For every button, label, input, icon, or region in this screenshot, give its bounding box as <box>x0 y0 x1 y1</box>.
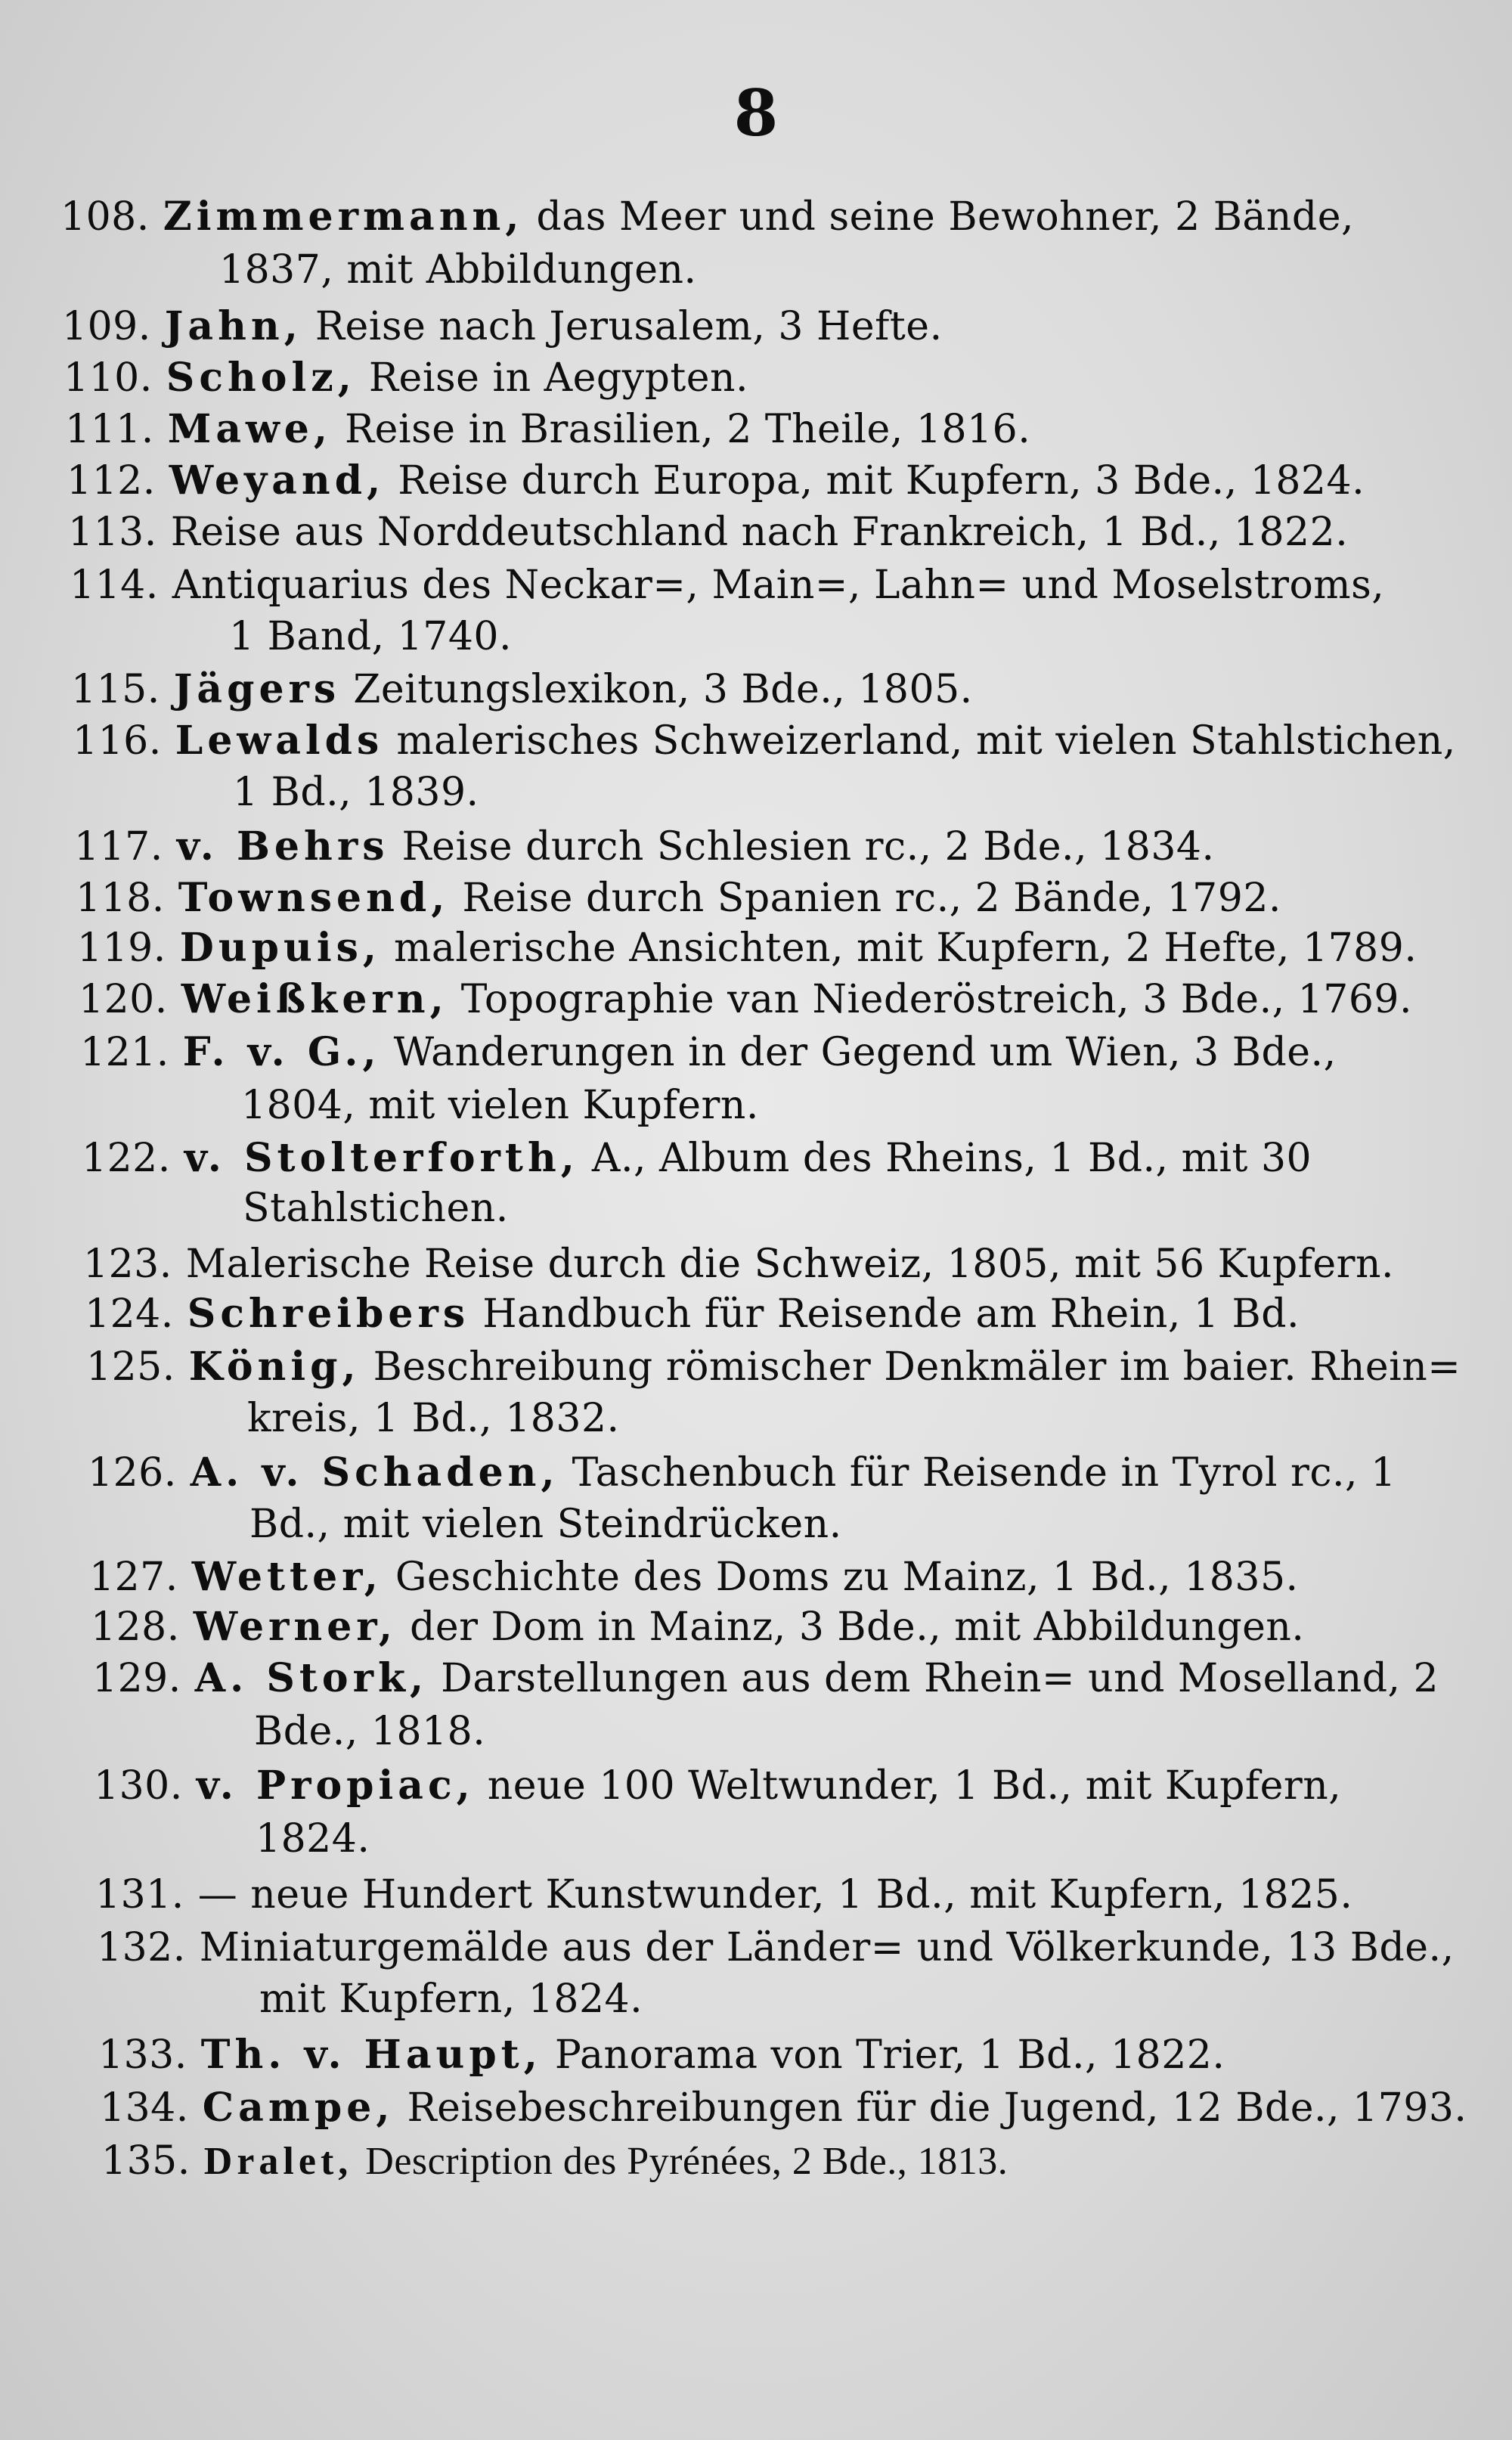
entry-title: Reise in Aegypten. <box>368 355 749 401</box>
catalog-entry <box>92 1654 1439 1703</box>
entry-author: Jahn, <box>164 303 302 349</box>
entry-title: — neue Hundert Kunstwunder, 1 Bd., mit Kupfern, 1825. <box>197 1872 1353 1918</box>
entry-continuation: mit Kupfern, 1824. <box>259 1976 643 2022</box>
entry-number: 117. <box>74 824 163 870</box>
catalog-entry <box>76 874 1281 922</box>
entry-title: Reise nach Jerusalem, 3 Hefte. <box>314 304 943 349</box>
entry-author: Scholz, <box>166 355 356 401</box>
entry-title: Reise durch Schlesien rc., 2 Bde., 1834. <box>401 824 1215 870</box>
entry-author: Wetter, <box>191 1554 383 1600</box>
entry-continuation: 1 Bd., 1839. <box>233 770 479 815</box>
entry-number: 124. <box>85 1291 174 1337</box>
entry-title: Taschenbuch für Reisende in Tyrol rc., 1 <box>572 1450 1396 1496</box>
catalog-entry <box>65 405 1030 454</box>
entry-continuation: Stahlstichen. <box>243 1186 509 1231</box>
catalog-entry <box>67 457 1365 505</box>
entry-author: A. v. Schaden, <box>190 1449 559 1496</box>
catalog-entry <box>68 508 1348 557</box>
catalog-entry <box>100 2084 1467 2132</box>
entry-title: Reise durch Europa, mit Kupfern, 3 Bde., 1824. <box>398 458 1365 504</box>
entry-title: Malerische Reise durch die Schweiz, 1805, mit 56 Kupfern. <box>185 1242 1395 1287</box>
entry-number: 129. <box>92 1656 181 1701</box>
entry-title: Beschreibung römischer Denkmäler im baier. Rhein= <box>373 1344 1461 1390</box>
entry-title: malerisches Schweizerland, mit vielen Stahlstichen, <box>396 718 1456 764</box>
entry-author: Campe, <box>202 2085 395 2131</box>
entry-title: neue 100 Weltwunder, 1 Bd., mit Kupfern, <box>487 1763 1342 1809</box>
entry-continuation: 1804, mit vielen Kupfern. <box>241 1083 759 1128</box>
entry-continuation: 1824. <box>256 1816 370 1862</box>
entry-author: König, <box>188 1344 361 1390</box>
entry-number: 120. <box>79 977 168 1022</box>
entry-number: 132. <box>97 1925 186 1970</box>
entry-number: 113. <box>68 510 157 555</box>
entry-continuation: Bde., 1818. <box>254 1709 486 1754</box>
entry-author: Dupuis, <box>179 925 381 971</box>
entry-title: Reise durch Spanien rc., 2 Bände, 1792. <box>462 876 1281 921</box>
entry-continuation: Bd., mit vielen Steindrücken. <box>249 1502 842 1547</box>
entry-number: 119. <box>77 925 166 971</box>
entry-number: 116. <box>73 718 162 764</box>
catalog-entry <box>97 1924 1455 1972</box>
catalog-entry <box>88 1449 1396 1497</box>
entry-title: Zeitungslexikon, 3 Bde., 1805. <box>353 667 973 712</box>
entry-title: Reisebeschreibungen für die Jugend, 12 Bde., 1793. <box>407 2085 1467 2131</box>
entry-author: Schreibers <box>187 1291 470 1337</box>
entry-number: 126. <box>88 1450 177 1496</box>
entry-title: malerische Ansichten, mit Kupfern, 2 Hefte, 1789. <box>394 925 1418 971</box>
entry-title: das Meer und seine Bewohner, 2 Bände, <box>536 194 1355 240</box>
entry-author: Zimmermann, <box>163 194 524 240</box>
entry-author: Lewalds <box>175 718 384 764</box>
entry-author: Mawe, <box>167 406 332 452</box>
entry-continuation: 1837, mit Abbildungen. <box>219 247 697 293</box>
catalog-entry <box>79 975 1412 1024</box>
entry-number: 109. <box>62 304 151 349</box>
entry-author: Weyand, <box>169 457 386 504</box>
entry-author: v. Propiac, <box>196 1763 475 1809</box>
entry-title: Topographie van Niederöstreich, 3 Bde., 1769. <box>460 977 1413 1022</box>
entry-author: Weißkern, <box>181 976 448 1022</box>
catalog-entry <box>89 1553 1299 1601</box>
entry-author: v. Behrs <box>176 823 389 870</box>
entry-number: 108. <box>60 194 150 240</box>
catalog-entry <box>86 1343 1461 1391</box>
entry-number: 110. <box>64 355 153 401</box>
entry-number: 118. <box>76 876 165 921</box>
page-number: 8 <box>733 76 779 150</box>
catalog-entry <box>85 1290 1300 1338</box>
entry-author: F. v. G., <box>182 1029 381 1075</box>
entry-number: 123. <box>83 1242 172 1287</box>
catalog-entry <box>73 717 1456 765</box>
entry-title: Miniaturgemälde aus der Länder= und Völkerkunde, 13 Bde., <box>199 1925 1455 1970</box>
catalog-entry <box>83 1240 1394 1288</box>
entry-author: A. Stork, <box>194 1655 429 1701</box>
entry-number: 121. <box>80 1030 169 1075</box>
entry-number: 122. <box>82 1136 171 1181</box>
entry-number: 115. <box>71 667 160 712</box>
catalog-entry <box>91 1603 1304 1651</box>
catalog-entry <box>64 354 748 402</box>
catalog-entry <box>60 193 1354 241</box>
catalog-entry <box>74 823 1215 871</box>
entry-title: Darstellungen aus dem Rhein= und Moselland, 2 <box>441 1656 1439 1701</box>
entry-number: 135. <box>101 2138 191 2184</box>
entry-number: 130. <box>94 1763 183 1809</box>
entry-number: 111. <box>65 407 154 452</box>
catalog-entry <box>71 665 973 714</box>
entry-number: 128. <box>91 1604 180 1650</box>
entry-title: A., Album des Rheins, 1 Bd., mit 30 <box>591 1136 1312 1181</box>
entry-author: Townsend, <box>178 875 450 921</box>
entry-title: Geschichte des Doms zu Mainz, 1 Bd., 1835. <box>395 1555 1299 1600</box>
entry-number: 114. <box>70 563 159 608</box>
catalog-entry <box>70 561 1384 609</box>
entry-author: Dralet, <box>203 2140 353 2183</box>
catalog-entry <box>62 302 943 351</box>
entry-number: 127. <box>89 1555 178 1600</box>
entry-author: v. Stolterforth, <box>184 1135 579 1181</box>
entry-author: Th. v. Haupt, <box>200 2032 542 2078</box>
entry-number: 133. <box>98 2032 187 2078</box>
entry-author: Werner, <box>193 1604 398 1650</box>
entry-title: Reise aus Norddeutschland nach Frankreich, 1 Bd., 1822. <box>170 510 1349 555</box>
entry-number: 134. <box>100 2085 189 2131</box>
entry-title: Description des Pyrénées, 2 Bde., 1813. <box>365 2140 1009 2183</box>
catalog-entry <box>98 2031 1225 2079</box>
entry-continuation: kreis, 1 Bd., 1832. <box>247 1396 620 1441</box>
entry-number: 125. <box>86 1344 175 1390</box>
entry-title: der Dom in Mainz, 3 Bde., mit Abbildungen. <box>410 1604 1305 1650</box>
entry-title: Handbuch für Reisende am Rhein, 1 Bd. <box>482 1291 1300 1337</box>
entry-author: Jägers <box>173 666 341 712</box>
catalog-entry <box>101 2137 1008 2186</box>
catalog-entry <box>77 924 1417 972</box>
entry-title: Reise in Brasilien, 2 Theile, 1816. <box>345 407 1031 452</box>
catalog-entry <box>82 1134 1312 1183</box>
entry-title: Antiquarius des Neckar=, Main=, Lahn= und Moselstroms, <box>172 563 1385 608</box>
catalog-entry <box>95 1871 1352 1919</box>
entry-title: Panorama von Trier, 1 Bd., 1822. <box>554 2032 1225 2078</box>
catalog-entry <box>94 1762 1341 1810</box>
entry-number: 112. <box>67 458 156 504</box>
entry-title: Wanderungen in der Gegend um Wien, 3 Bde., <box>393 1030 1337 1075</box>
catalog-entry <box>80 1028 1337 1077</box>
entry-number: 131. <box>95 1872 184 1918</box>
entry-continuation: 1 Band, 1740. <box>229 614 513 659</box>
